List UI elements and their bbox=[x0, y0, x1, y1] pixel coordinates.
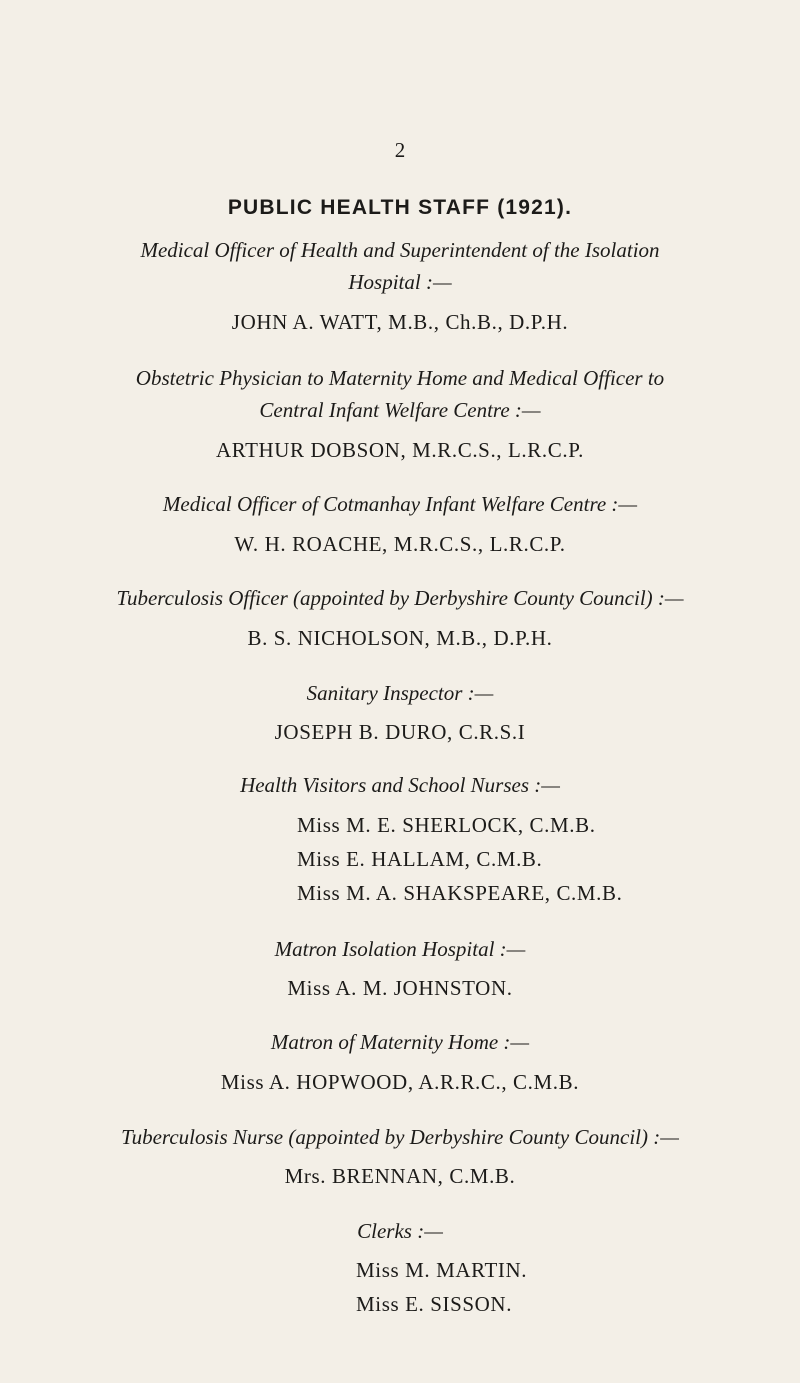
role-title-cont: Hospital :— bbox=[348, 270, 452, 294]
role-title: Tuberculosis Nurse (appointed by Derbyshire County Council) :— bbox=[121, 1125, 679, 1149]
role-title: Matron of Maternity Home :— bbox=[270, 1030, 530, 1054]
document-title: PUBLIC HEALTH STAFF (1921). bbox=[227, 196, 573, 219]
staff-name: Miss M. A. SHAKSPEARE, C.M.B. bbox=[297, 881, 623, 905]
role-title: Clerks :— bbox=[357, 1219, 443, 1243]
staff-name: Miss M. MARTIN. bbox=[356, 1258, 528, 1282]
staff-name: W. H. ROACHE, M.R.C.S., L.R.C.P. bbox=[234, 532, 566, 556]
role-title: Matron Isolation Hospital :— bbox=[274, 937, 526, 961]
role-title: Medical Officer of Cotmanhay Infant Welfare Centre :— bbox=[162, 492, 638, 516]
page-number: 2 bbox=[394, 138, 406, 162]
staff-name: JOHN A. WATT, M.B., Ch.B., D.P.H. bbox=[231, 310, 569, 334]
staff-name: JOSEPH B. DURO, C.R.S.I bbox=[274, 720, 526, 744]
staff-name: B. S. NICHOLSON, M.B., D.P.H. bbox=[247, 626, 553, 650]
staff-name: Miss E. SISSON. bbox=[356, 1292, 513, 1316]
staff-name: Miss M. E. SHERLOCK, C.M.B. bbox=[297, 813, 596, 837]
role-title: Obstetric Physician to Maternity Home and Medical Officer to bbox=[135, 366, 665, 390]
role-title: Medical Officer of Health and Superintendent of the Isolation bbox=[140, 238, 660, 262]
staff-name: Miss A. HOPWOOD, A.R.R.C., C.M.B. bbox=[220, 1070, 580, 1094]
role-title-cont: Central Infant Welfare Centre :— bbox=[259, 398, 541, 422]
staff-name: Miss A. M. JOHNSTON. bbox=[287, 976, 513, 1000]
staff-name: Mrs. BRENNAN, C.M.B. bbox=[284, 1164, 516, 1188]
role-title: Health Visitors and School Nurses :— bbox=[240, 773, 560, 797]
role-title: Tuberculosis Officer (appointed by Derbyshire County Council) :— bbox=[116, 586, 684, 610]
staff-name: ARTHUR DOBSON, M.R.C.S., L.R.C.P. bbox=[215, 438, 585, 462]
staff-name: Miss E. HALLAM, C.M.B. bbox=[297, 847, 543, 871]
role-title: Sanitary Inspector :— bbox=[306, 681, 494, 705]
